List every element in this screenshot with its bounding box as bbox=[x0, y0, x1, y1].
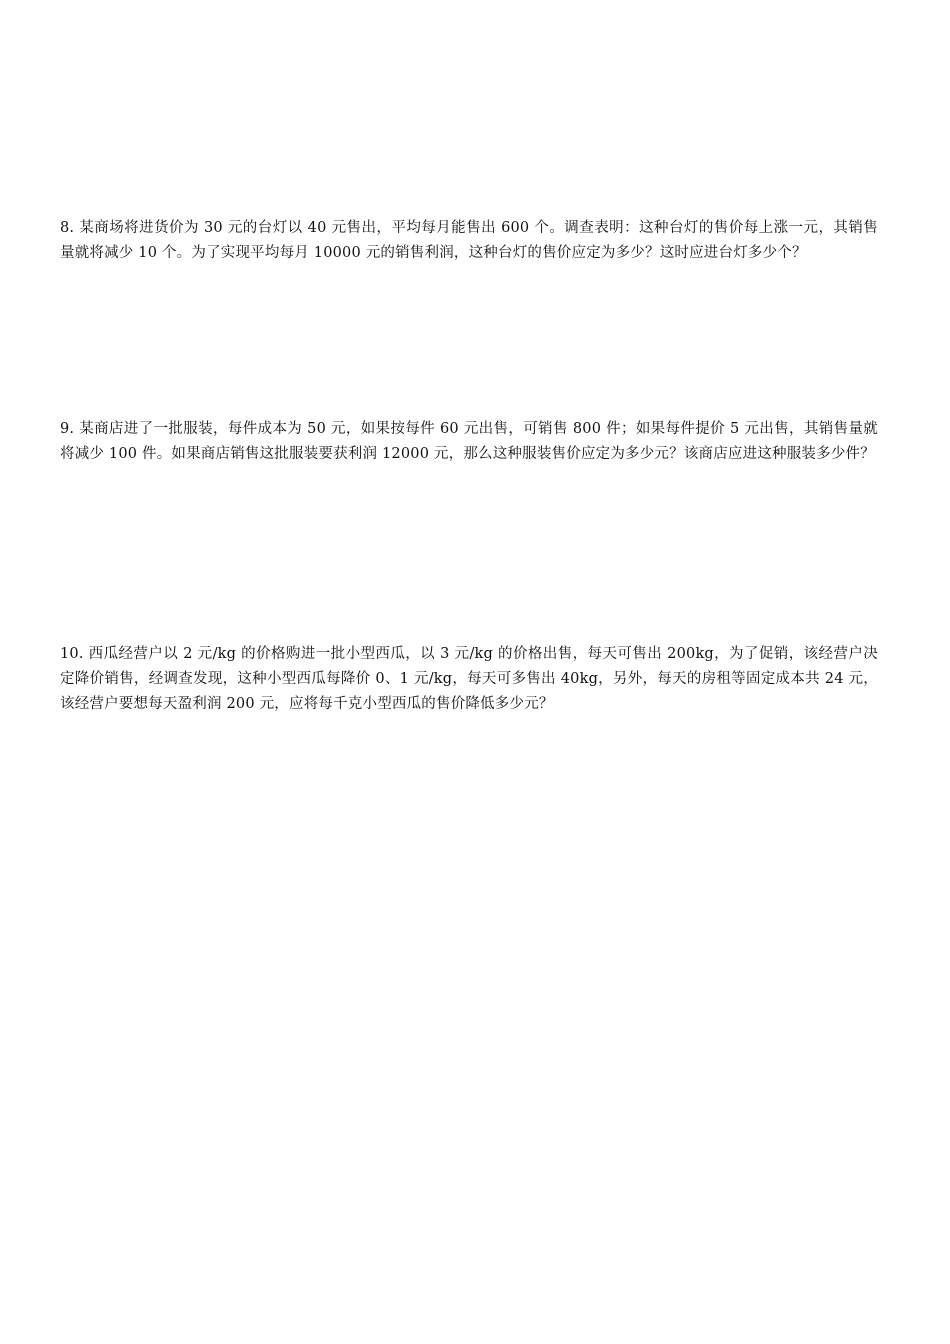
problem-10: 10. 西瓜经营户以 2 元/kg 的价格购进一批小型西瓜，以 3 元/kg 的价格出售，每天可售出 200kg，为了促销，该经营户决定降价销售，经调查发现，这种小型西瓜每降价 0、1 元/kg，每天可多售出 40kg，另外，每天的房租等固定成本共 24 元，该经营户要想每天盈利润 200 元，应将每千克小型西瓜的售价降低多少元？ bbox=[60, 646, 878, 712]
problem-9: 9. 某商店进了一批服装，每件成本为 50 元，如果按每件 60 元出售，可销售 800 件；如果每件提价 5 元出售，其销售量就将减少 100 件。如果商店销售这批服装要获利润 12000 元，那么这种服装售价应定为多少元？该商店应进这种服装多少件？ bbox=[60, 421, 878, 462]
problem-8: 8. 某商场将进货价为 30 元的台灯以 40 元售出，平均每月能售出 600 个。调查表明：这种台灯的售价每上涨一元，其销售量就将减少 10 个。为了实现平均每月 10000 元的销售利润，这种台灯的售价应定为多少？这时应进台灯多少个？ bbox=[60, 220, 878, 261]
